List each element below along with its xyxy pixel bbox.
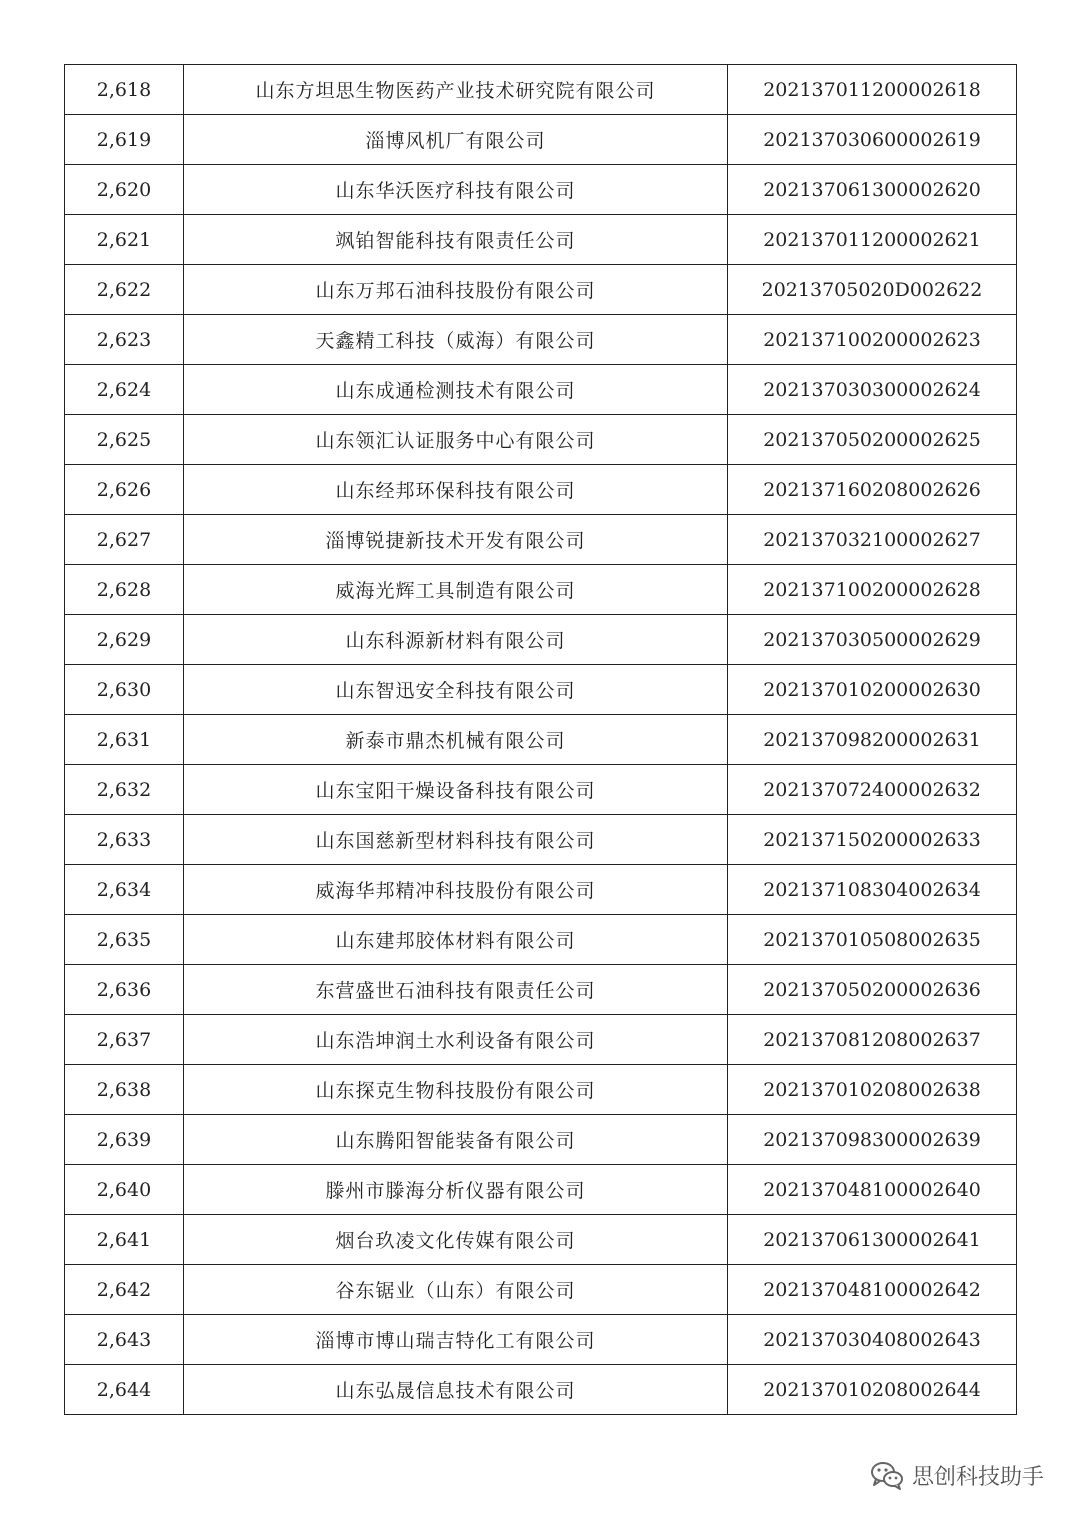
table-row bbox=[65, 1015, 1017, 1065]
registration-code-cell: 202137030500002629 bbox=[728, 615, 1017, 665]
table-row bbox=[65, 465, 1017, 515]
row-number-cell: 2,644 bbox=[65, 1365, 184, 1415]
table-row bbox=[65, 215, 1017, 265]
company-name-cell: 山东浩坤润土水利设备有限公司 bbox=[184, 1015, 728, 1065]
registration-code-cell: 202137061300002620 bbox=[728, 165, 1017, 215]
company-name-cell: 山东宝阳干燥设备科技有限公司 bbox=[184, 765, 728, 815]
registration-code-cell: 202137050200002636 bbox=[728, 965, 1017, 1015]
table-row bbox=[65, 415, 1017, 465]
row-number-cell: 2,618 bbox=[65, 65, 184, 115]
row-number-cell: 2,638 bbox=[65, 1065, 184, 1115]
registration-code-cell: 202137030408002643 bbox=[728, 1315, 1017, 1365]
registration-code-cell: 202137010208002644 bbox=[728, 1365, 1017, 1415]
registration-code-cell: 202137030300002624 bbox=[728, 365, 1017, 415]
table-row bbox=[65, 1215, 1017, 1265]
row-number-cell: 2,629 bbox=[65, 615, 184, 665]
company-name-cell: 天鑫精工科技（威海）有限公司 bbox=[184, 315, 728, 365]
registration-code-cell: 202137100200002623 bbox=[728, 315, 1017, 365]
row-number-cell: 2,633 bbox=[65, 815, 184, 865]
company-name-cell: 山东国慈新型材料科技有限公司 bbox=[184, 815, 728, 865]
company-name-cell: 威海华邦精冲科技股份有限公司 bbox=[184, 865, 728, 915]
registration-code-cell: 202137030600002619 bbox=[728, 115, 1017, 165]
company-name-cell: 山东华沃医疗科技有限公司 bbox=[184, 165, 728, 215]
registration-code-cell: 202137100200002628 bbox=[728, 565, 1017, 615]
table-row bbox=[65, 965, 1017, 1015]
table-row bbox=[65, 815, 1017, 865]
table-row bbox=[65, 515, 1017, 565]
table-row bbox=[65, 115, 1017, 165]
wechat-icon bbox=[870, 1460, 904, 1490]
company-name-cell: 淄博市博山瑞吉特化工有限公司 bbox=[184, 1315, 728, 1365]
company-name-cell: 山东方坦思生物医药产业技术研究院有限公司 bbox=[184, 65, 728, 115]
company-name-cell: 飒铂智能科技有限责任公司 bbox=[184, 215, 728, 265]
row-number-cell: 2,635 bbox=[65, 915, 184, 965]
row-number-cell: 2,624 bbox=[65, 365, 184, 415]
company-name-cell: 新泰市鼎杰机械有限公司 bbox=[184, 715, 728, 765]
row-number-cell: 2,631 bbox=[65, 715, 184, 765]
table-row bbox=[65, 615, 1017, 665]
company-name-cell: 山东探克生物科技股份有限公司 bbox=[184, 1065, 728, 1115]
row-number-cell: 2,625 bbox=[65, 415, 184, 465]
row-number-cell: 2,640 bbox=[65, 1165, 184, 1215]
registration-code-cell: 202137032100002627 bbox=[728, 515, 1017, 565]
company-name-cell: 山东万邦石油科技股份有限公司 bbox=[184, 265, 728, 315]
row-number-cell: 2,620 bbox=[65, 165, 184, 215]
registration-code-cell: 202137072400002632 bbox=[728, 765, 1017, 815]
company-name-cell: 东营盛世石油科技有限责任公司 bbox=[184, 965, 728, 1015]
table-row bbox=[65, 315, 1017, 365]
company-name-cell: 滕州市滕海分析仪器有限公司 bbox=[184, 1165, 728, 1215]
row-number-cell: 2,626 bbox=[65, 465, 184, 515]
company-name-cell: 谷东锯业（山东）有限公司 bbox=[184, 1265, 728, 1315]
table-row bbox=[65, 1315, 1017, 1365]
company-name-cell: 威海光辉工具制造有限公司 bbox=[184, 565, 728, 615]
table-row bbox=[65, 765, 1017, 815]
row-number-cell: 2,621 bbox=[65, 215, 184, 265]
registration-code-cell: 202137108304002634 bbox=[728, 865, 1017, 915]
row-number-cell: 2,639 bbox=[65, 1115, 184, 1165]
company-name-cell: 淄博锐捷新技术开发有限公司 bbox=[184, 515, 728, 565]
row-number-cell: 2,642 bbox=[65, 1265, 184, 1315]
row-number-cell: 2,636 bbox=[65, 965, 184, 1015]
registration-code-cell: 202137098200002631 bbox=[728, 715, 1017, 765]
table-row bbox=[65, 715, 1017, 765]
row-number-cell: 2,641 bbox=[65, 1215, 184, 1265]
company-name-cell: 山东领汇认证服务中心有限公司 bbox=[184, 415, 728, 465]
table-row bbox=[65, 665, 1017, 715]
company-name-cell: 山东腾阳智能装备有限公司 bbox=[184, 1115, 728, 1165]
registration-code-cell: 202137160208002626 bbox=[728, 465, 1017, 515]
row-number-cell: 2,627 bbox=[65, 515, 184, 565]
company-name-cell: 烟台玖凌文化传媒有限公司 bbox=[184, 1215, 728, 1265]
table-row bbox=[65, 865, 1017, 915]
registration-code-cell: 202137061300002641 bbox=[728, 1215, 1017, 1265]
table-row bbox=[65, 915, 1017, 965]
row-number-cell: 2,623 bbox=[65, 315, 184, 365]
table-row bbox=[65, 265, 1017, 315]
table-row bbox=[65, 65, 1017, 115]
table-row bbox=[65, 1365, 1017, 1415]
table-row bbox=[65, 165, 1017, 215]
registration-code-cell: 202137010200002630 bbox=[728, 665, 1017, 715]
company-name-cell: 山东建邦胶体材料有限公司 bbox=[184, 915, 728, 965]
registration-code-cell: 202137010208002638 bbox=[728, 1065, 1017, 1115]
company-name-cell: 山东弘晟信息技术有限公司 bbox=[184, 1365, 728, 1415]
table-row bbox=[65, 1265, 1017, 1315]
watermark-text: 思创科技助手 bbox=[911, 1464, 1044, 1490]
company-name-cell: 山东智迅安全科技有限公司 bbox=[184, 665, 728, 715]
company-name-cell: 山东经邦环保科技有限公司 bbox=[184, 465, 728, 515]
registration-code-cell: 202137011200002621 bbox=[728, 215, 1017, 265]
table-row bbox=[65, 565, 1017, 615]
registration-code-cell: 202137048100002640 bbox=[728, 1165, 1017, 1215]
row-number-cell: 2,622 bbox=[65, 265, 184, 315]
table-row bbox=[65, 1165, 1017, 1215]
watermark bbox=[870, 1455, 1044, 1495]
row-number-cell: 2,643 bbox=[65, 1315, 184, 1365]
row-number-cell: 2,634 bbox=[65, 865, 184, 915]
registration-code-cell: 202137098300002639 bbox=[728, 1115, 1017, 1165]
row-number-cell: 2,628 bbox=[65, 565, 184, 615]
row-number-cell: 2,619 bbox=[65, 115, 184, 165]
registration-code-cell: 20213705020D002622 bbox=[728, 265, 1017, 315]
row-number-cell: 2,632 bbox=[65, 765, 184, 815]
table-row bbox=[65, 1065, 1017, 1115]
registration-code-cell: 202137048100002642 bbox=[728, 1265, 1017, 1315]
registration-code-cell: 202137150200002633 bbox=[728, 815, 1017, 865]
registration-code-cell: 202137050200002625 bbox=[728, 415, 1017, 465]
table-row bbox=[65, 1115, 1017, 1165]
company-registry-table bbox=[64, 64, 1017, 1415]
company-name-cell: 山东科源新材料有限公司 bbox=[184, 615, 728, 665]
registration-code-cell: 202137081208002637 bbox=[728, 1015, 1017, 1065]
table-body bbox=[65, 65, 1017, 1415]
row-number-cell: 2,630 bbox=[65, 665, 184, 715]
company-name-cell: 山东成通检测技术有限公司 bbox=[184, 365, 728, 415]
table-row bbox=[65, 365, 1017, 415]
registration-code-cell: 202137010508002635 bbox=[728, 915, 1017, 965]
company-name-cell: 淄博风机厂有限公司 bbox=[184, 115, 728, 165]
registration-code-cell: 202137011200002618 bbox=[728, 65, 1017, 115]
row-number-cell: 2,637 bbox=[65, 1015, 184, 1065]
